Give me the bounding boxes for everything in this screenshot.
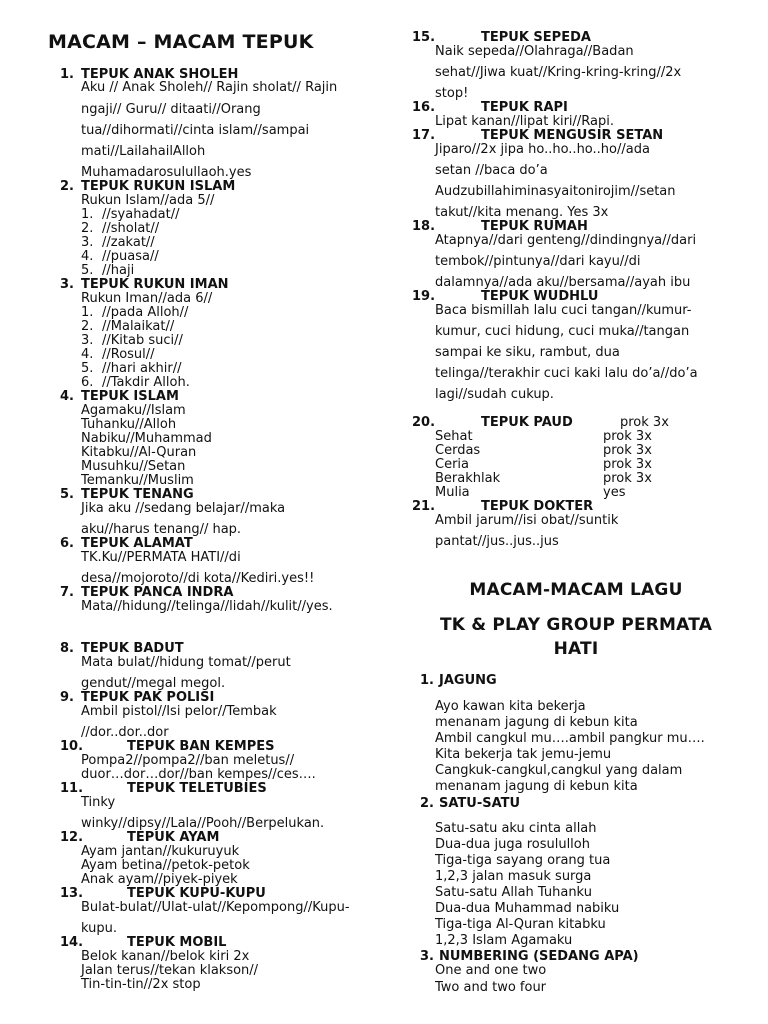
- paud-prok: prok 3x: [603, 457, 652, 472]
- text-line: Temanku//Muslim: [81, 473, 194, 488]
- text-line: sampai ke siku, rambut, dua: [435, 345, 620, 360]
- section-heading: TEPUK MOBIL: [127, 935, 227, 950]
- list-item: //sholat//: [102, 221, 160, 236]
- text-line: Ambil pistol//Isi pelor//Tembak: [81, 704, 277, 719]
- text-line: stop!: [435, 86, 469, 101]
- paud-word: Sehat: [435, 429, 473, 444]
- section-heading: TEPUK BADUT: [81, 641, 184, 656]
- text-line: Aku // Anak Sholeh// Rajin sholat// Rajin: [81, 80, 338, 95]
- list-item: //zakat//: [102, 235, 155, 250]
- text-line: Tinky: [81, 795, 116, 810]
- lyric-line: Kita bekerja tak jemu-jemu: [435, 747, 612, 762]
- text-line: Belok kanan//belok kiri 2x: [81, 949, 250, 964]
- list-number: 2.: [81, 319, 94, 334]
- songs-title: MACAM-MACAM LAGU: [469, 580, 683, 600]
- text-line: dalamnya//ada aku//bersama//ayah ibu: [435, 275, 691, 290]
- paud-prok: yes: [603, 485, 626, 500]
- lyric-line: Ayo kawan kita bekerja: [435, 699, 586, 714]
- text-line: Muhamadarosulullaoh.yes: [81, 165, 252, 180]
- text-line: Mata bulat//hidung tomat//perut: [81, 655, 291, 670]
- item-number: 17.: [412, 128, 436, 143]
- item-number: 7.: [60, 585, 74, 600]
- item-number: 21.: [412, 499, 436, 514]
- list-item: //Malaikat//: [102, 319, 175, 334]
- paud-head-right: prok 3x: [620, 415, 669, 430]
- item-number: 13.: [60, 886, 84, 901]
- list-number: 3.: [81, 235, 94, 250]
- lyric-line: Dua-dua Muhammad nabiku: [435, 901, 620, 916]
- song-heading: NUMBERING (SEDANG APA): [439, 949, 639, 964]
- item-number: 11.: [60, 781, 84, 796]
- text-line: Baca bismillah lalu cuci tangan//kumur-: [435, 303, 692, 318]
- list-number: 1.: [81, 305, 94, 320]
- item-number: 2.: [420, 796, 434, 811]
- text-line: ngaji// Guru// ditaati//Orang: [81, 102, 261, 117]
- lyric-line: Satu-satu aku cinta allah: [435, 821, 597, 836]
- text-line: tua//dihormati//cinta islam//sampai: [81, 123, 310, 138]
- lyric-line: Tiga-tiga Al-Quran kitabku: [435, 917, 606, 932]
- text-line: duor…dor…dor//ban kempes//ces….: [81, 767, 316, 782]
- item-number: 1.: [420, 673, 434, 688]
- text-line: Rukun Islam//ada 5//: [81, 193, 215, 208]
- lyric-line: Cangkuk-cangkul,cangkul yang dalam: [435, 763, 683, 778]
- text-line: setan //baca do’a: [435, 163, 548, 178]
- list-number: 4.: [81, 347, 94, 362]
- item-number: 6.: [60, 536, 74, 551]
- list-item: //haji: [102, 263, 135, 278]
- text-line: Anak ayam//piyek-piyek: [81, 872, 238, 887]
- text-line: Musuhku//Setan: [81, 459, 186, 474]
- lyric-line: Two and two four: [435, 980, 547, 995]
- section-heading: TEPUK ALAMAT: [81, 536, 193, 551]
- section-heading: TEPUK PAK POLISI: [81, 690, 215, 705]
- text-line: sehat//Jiwa kuat//Kring-kring-kring//2x: [435, 65, 682, 80]
- item-number: 14.: [60, 935, 84, 950]
- item-number: 3.: [420, 949, 434, 964]
- text-line: Ambil jarum//isi obat//suntik: [435, 513, 619, 528]
- text-line: Rukun Iman//ada 6//: [81, 291, 213, 306]
- list-item: //Rosul//: [102, 347, 155, 362]
- text-line: lagi//sudah cukup.: [435, 387, 554, 402]
- list-item: //Kitab suci//: [102, 333, 183, 348]
- section-heading: TEPUK KUPU-KUPU: [127, 886, 266, 901]
- text-line: Tin-tin-tin//2x stop: [81, 977, 201, 992]
- text-line: Jika aku //sedang belajar//maka: [81, 501, 286, 516]
- text-line: Bulat-bulat//Ulat-ulat//Kepompong//Kupu-: [81, 900, 350, 915]
- item-number: 9.: [60, 690, 74, 705]
- list-number: 5.: [81, 263, 94, 278]
- list-item: //puasa//: [102, 249, 159, 264]
- section-heading: TEPUK AYAM: [127, 830, 220, 845]
- section-heading: TEPUK SEPEDA: [481, 30, 591, 45]
- text-line: Mata//hidung//telinga//lidah//kulit//yes.: [81, 599, 333, 614]
- song-heading: SATU-SATU: [439, 796, 521, 811]
- item-number: 20.: [412, 415, 436, 430]
- paud-prok: prok 3x: [603, 429, 652, 444]
- list-number: 6.: [81, 375, 94, 390]
- text-line: Naik sepeda//Olahraga//Badan: [435, 44, 634, 59]
- text-line: Audzubillahiminasyaitonirojim//setan: [435, 184, 676, 199]
- lyric-line: Dua-dua juga rosululloh: [435, 837, 590, 852]
- section-heading: TEPUK TELETUBIES: [127, 781, 267, 796]
- item-number: 16.: [412, 100, 436, 115]
- text-line: TK.Ku//PERMATA HATI//di: [81, 550, 241, 565]
- paud-prok: prok 3x: [603, 471, 652, 486]
- section-heading: TEPUK RUMAH: [481, 219, 588, 234]
- paud-word: Cerdas: [435, 443, 481, 458]
- list-item: //Takdir Alloh.: [102, 375, 190, 390]
- lyric-line: menanam jagung di kebun kita: [435, 715, 638, 730]
- text-line: Ayam jantan//kukuruyuk: [81, 844, 240, 859]
- section-heading: TEPUK RUKUN IMAN: [81, 277, 229, 292]
- text-line: Ayam betina//petok-petok: [81, 858, 250, 873]
- section-heading: TEPUK ISLAM: [81, 389, 179, 404]
- lyric-line: One and one two: [435, 963, 547, 978]
- school-title: TK & PLAY GROUP PERMATA: [439, 615, 713, 635]
- school-title-2: HATI: [553, 639, 599, 659]
- text-line: gendut//megal megol.: [81, 676, 226, 691]
- list-number: 5.: [81, 361, 94, 376]
- paud-word: Mulia: [435, 485, 470, 500]
- song-heading: JAGUNG: [439, 673, 497, 688]
- lyric-line: 1,2,3 jalan masuk surga: [435, 869, 592, 884]
- item-number: 4.: [60, 389, 74, 404]
- section-heading: TEPUK ANAK SHOLEH: [81, 67, 239, 82]
- item-number: 19.: [412, 289, 436, 304]
- section-heading: TEPUK PANCA INDRA: [81, 585, 234, 600]
- paud-word: Ceria: [435, 457, 469, 472]
- lyric-line: Satu-satu Allah Tuhanku: [435, 885, 592, 900]
- section-heading: TEPUK WUDHLU: [481, 289, 599, 304]
- item-number: 3.: [60, 277, 74, 292]
- text-line: //dor..dor..dor: [81, 725, 169, 740]
- list-number: 1.: [81, 207, 94, 222]
- paud-word: Berakhlak: [435, 471, 501, 486]
- text-line: takut//kita menang. Yes 3x: [435, 205, 609, 220]
- list-item: //syahadat//: [102, 207, 180, 222]
- section-heading: TEPUK BAN KEMPES: [127, 739, 275, 754]
- lyric-line: 1,2,3 Islam Agamaku: [435, 933, 573, 948]
- item-number: 18.: [412, 219, 436, 234]
- text-line: winky//dipsy//Lala//Pooh//Berpelukan.: [81, 816, 325, 831]
- text-line: kupu.: [81, 921, 117, 936]
- section-heading: TEPUK TENANG: [81, 487, 194, 502]
- text-line: kumur, cuci hidung, cuci muka//tangan: [435, 324, 690, 339]
- section-heading: TEPUK RAPI: [481, 100, 568, 115]
- lyric-line: Tiga-tiga sayang orang tua: [435, 853, 611, 868]
- item-number: 2.: [60, 179, 74, 194]
- list-number: 4.: [81, 249, 94, 264]
- text-line: aku//harus tenang// hap.: [81, 522, 242, 537]
- item-number: 1.: [60, 67, 74, 82]
- text-line: Nabiku//Muhammad: [81, 431, 212, 446]
- text-line: Agamaku//Islam: [81, 403, 186, 418]
- list-number: 3.: [81, 333, 94, 348]
- section-heading: TEPUK PAUD: [481, 415, 573, 430]
- item-number: 12.: [60, 830, 84, 845]
- paud-prok: prok 3x: [603, 443, 652, 458]
- page-title: MACAM – MACAM TEPUK: [48, 31, 314, 53]
- text-line: desa//mojoroto//di kota//Kediri.yes!!: [81, 571, 315, 586]
- list-item: //pada Alloh//: [102, 305, 189, 320]
- text-line: telinga//terakhir cuci kaki lalu do’a//do’a: [435, 366, 698, 381]
- item-number: 15.: [412, 30, 436, 45]
- item-number: 8.: [60, 641, 74, 656]
- text-line: pantat//jus..jus..jus: [435, 534, 559, 549]
- text-line: mati//LailahailAlloh: [81, 144, 206, 159]
- text-line: Pompa2//pompa2//ban meletus//: [81, 753, 295, 768]
- lyric-line: Ambil cangkul mu….ambil pangkur mu….: [435, 731, 705, 746]
- section-heading: TEPUK DOKTER: [481, 499, 594, 514]
- text-line: Atapnya//dari genteng//dindingnya//dari: [435, 233, 697, 248]
- lyric-line: menanam jagung di kebun kita: [435, 779, 638, 794]
- list-number: 2.: [81, 221, 94, 236]
- section-heading: TEPUK MENGUSIR SETAN: [481, 128, 664, 143]
- text-line: tembok//pintunya//dari kayu//di: [435, 254, 641, 269]
- list-item: //hari akhir//: [102, 361, 182, 376]
- text-line: Kitabku//Al-Quran: [81, 445, 197, 460]
- item-number: 10.: [60, 739, 84, 754]
- text-line: Tuhanku//Alloh: [81, 417, 177, 432]
- text-line: Jiparo//2x jipa ho..ho..ho..ho//ada: [435, 142, 650, 157]
- section-heading: TEPUK RUKUN ISLAM: [81, 179, 236, 194]
- text-line: Lipat kanan//lipat kiri//Rapi.: [435, 114, 615, 129]
- item-number: 5.: [60, 487, 74, 502]
- text-line: Jalan terus//tekan klakson//: [81, 963, 259, 978]
